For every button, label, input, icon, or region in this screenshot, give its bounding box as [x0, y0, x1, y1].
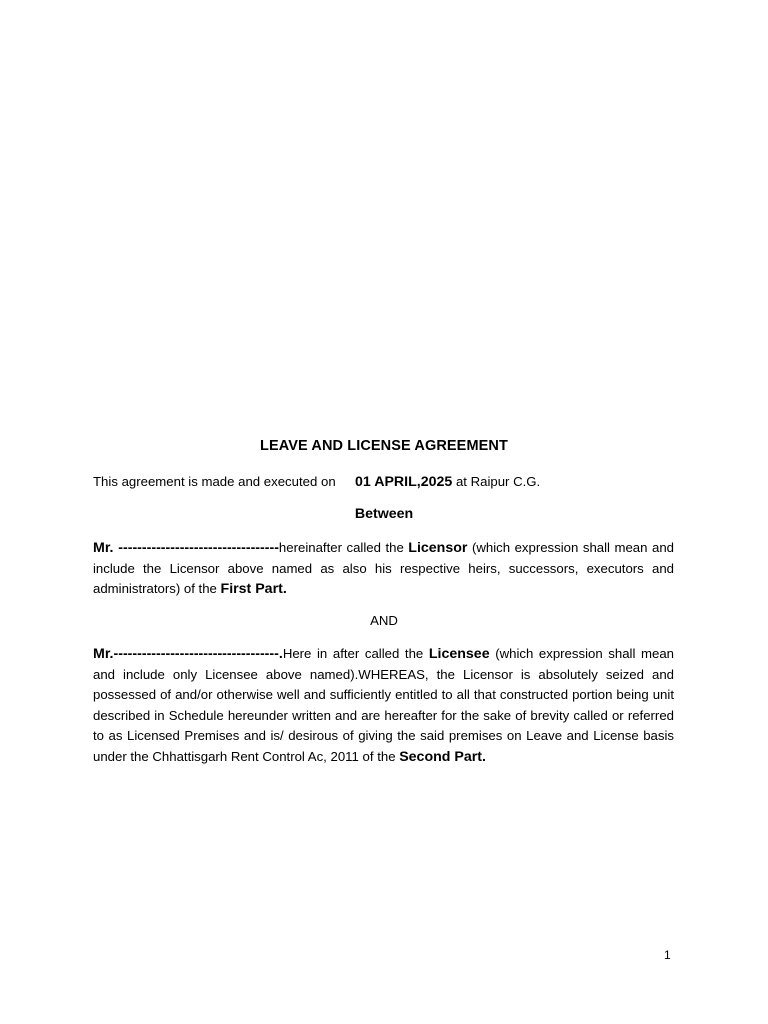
agreement-place: at Raipur C.G. [455, 474, 541, 489]
licensee-paragraph [93, 644, 674, 767]
licensor-text-2: (which expression shall mean and include the Licensor above named as also his respective heirs, successors, executors and administrators) of the [93, 540, 674, 596]
licensor-text-1: hereinafter called the [278, 540, 409, 555]
intro-text: This agreement is made and executed on [93, 474, 336, 489]
document-title: LEAVE AND LICENSE AGREEMENT [260, 438, 508, 454]
licensee-text-1: Here in after called the [282, 646, 429, 661]
licensor-name-placeholder: Mr. ---------------------------------- [93, 540, 279, 556]
between-label: Between [354, 506, 414, 522]
agreement-date: 01 APRIL,2025 [355, 474, 453, 490]
second-part-label: Second Part. [399, 748, 486, 765]
licensor-term: Licensor [408, 540, 468, 556]
and-label: AND [370, 613, 398, 628]
page-number: 1 [664, 948, 671, 962]
intro-line [93, 474, 674, 490]
licensee-text-2: (which expression shall mean and include only Licensee above named).WHEREAS, the Licensor is absolutely seized and possessed of and/or otherwise well and sufficiently entitled to all that constructed portion being unit described in Schedule hereunder written and are hereafter for the sake of brevity called or referred to as Licensed Premises and is/ desirous of giving the said premises on Leave and License basis under the Chhattisgarh Rent Control Ac, 2011 of the [93, 646, 674, 764]
licensee-term: Licensee [428, 646, 490, 662]
licensor-paragraph [93, 538, 674, 600]
licensee-name-placeholder: Mr.-----------------------------------. [93, 646, 283, 662]
first-part-label: First Part. [220, 581, 287, 597]
